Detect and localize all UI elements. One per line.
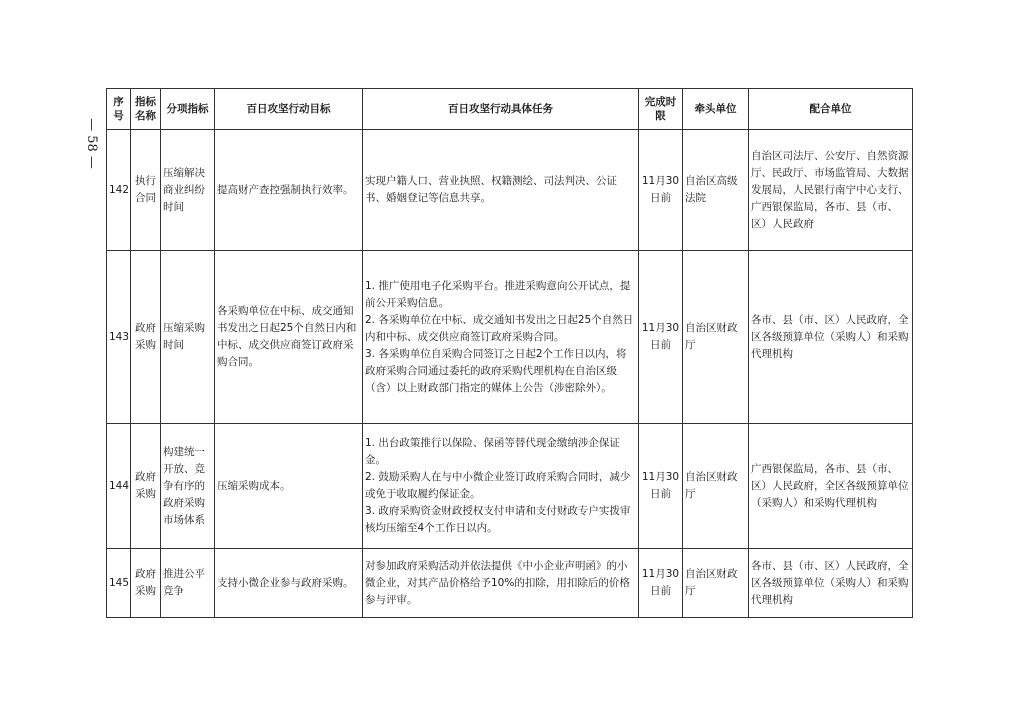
header-sub-indicator: 分项指标 (161, 89, 215, 130)
cell-no: 142 (107, 130, 131, 251)
cell-indicator: 执行合同 (131, 130, 161, 251)
header-indicator: 指标名称 (131, 89, 161, 130)
header-no: 序号 (107, 89, 131, 130)
header-lead-unit: 牵头单位 (683, 89, 749, 130)
cell-tasks (363, 130, 639, 251)
task-item: 3. 各采购单位自采购合同签订之日起2个工作日以内，将政府采购合同通过委托的政府采购代理机构在自治区级（含）以上财政部门指定的媒体上公告（涉密除外）。 (365, 347, 627, 394)
cell-tasks (363, 424, 639, 549)
cell-sub-indicator: 推进公平竞争 (161, 549, 215, 618)
task-item: 1. 推广使用电子化采购平台。推进采购意向公开试点，提前公开采购信息。 (365, 279, 631, 309)
task-item: 3. 政府采购资金财政授权支付申请和支付财政专户实拨审核均压缩至4个工作日以内。 (365, 505, 631, 534)
cell-sub-indicator: 压缩采购时间 (161, 251, 215, 424)
cell-goal: 压缩采购成本。 (215, 424, 363, 549)
cell-deadline: 11月30日前 (639, 251, 683, 424)
header-tasks: 百日攻坚行动具体任务 (363, 89, 639, 130)
cell-indicator: 政府采购 (131, 424, 161, 549)
cell-indicator: 政府采购 (131, 251, 161, 424)
table-row (107, 251, 913, 424)
cell-tasks (363, 549, 639, 618)
table-row (107, 549, 913, 618)
page-number-text: — 58 — (83, 117, 99, 169)
cell-tasks (363, 251, 639, 424)
cell-goal: 提高财产查控强制执行效率。 (215, 130, 363, 251)
cell-partner-units: 各市、县（市、区）人民政府，全区各级预算单位（采购人）和采购代理机构 (749, 251, 913, 424)
cell-partner-units: 自治区司法厅、公安厅、自然资源厅、民政厅、市场监管局、大数据发展局，人民银行南宁中心支行、广西银保监局，各市、县（市、区）人民政府 (749, 130, 913, 251)
task-item: 1. 出台政策推行以保险、保函等替代现金缴纳涉企保证金。 (365, 437, 620, 466)
cell-lead-unit: 自治区财政厅 (683, 251, 749, 424)
cell-lead-unit: 自治区财政厅 (683, 549, 749, 618)
cell-partner-units: 各市、县（市、区）人民政府，全区各级预算单位（采购人）和采购代理机构 (749, 549, 913, 618)
cell-goal: 各采购单位在中标、成交通知书发出之日起25个自然日内和中标、成交供应商签订政府采购合同。 (215, 251, 363, 424)
table-row (107, 424, 913, 549)
page-number (78, 108, 104, 178)
header-goal: 百日攻坚行动目标 (215, 89, 363, 130)
cell-deadline: 11月30日前 (639, 424, 683, 549)
cell-lead-unit: 自治区高级法院 (683, 130, 749, 251)
cell-deadline: 11月30日前 (639, 549, 683, 618)
cell-indicator: 政府采购 (131, 549, 161, 618)
task-item: 2. 各采购单位在中标、成交通知书发出之日起25个自然日内和中标、成交供应商签订政府采购合同。 (365, 313, 634, 343)
task-item: 实现户籍人口、营业执照、权籍测绘、司法判决、公证书、婚姻登记等信息共享。 (365, 175, 617, 204)
cell-no: 144 (107, 424, 131, 549)
table-row (107, 130, 913, 251)
task-item: 对参加政府采购活动并依法提供《中小企业声明函》的小微企业，对其产品价格给予10%的扣除，用扣除后的价格参与评审。 (365, 559, 630, 606)
cell-no: 143 (107, 251, 131, 424)
cell-goal: 支持小微企业参与政府采购。 (215, 549, 363, 618)
cell-no: 145 (107, 549, 131, 618)
task-item: 2. 鼓励采购人在与中小微企业签订政府采购合同时，减少或免于收取履约保证金。 (365, 471, 631, 500)
table-header-row (107, 89, 913, 130)
cell-deadline: 11月30日前 (639, 130, 683, 251)
header-partner-units: 配合单位 (749, 89, 913, 130)
cell-partner-units: 广西银保监局，各市、县（市、区）人民政府，全区各级预算单位（采购人）和采购代理机构 (749, 424, 913, 549)
cell-sub-indicator: 构建统一开放、竞争有序的政府采购市场体系 (161, 424, 215, 549)
cell-lead-unit: 自治区财政厅 (683, 424, 749, 549)
cell-sub-indicator: 压缩解决商业纠纷时间 (161, 130, 215, 251)
header-deadline: 完成时限 (639, 89, 683, 130)
action-plan-table (106, 88, 913, 618)
